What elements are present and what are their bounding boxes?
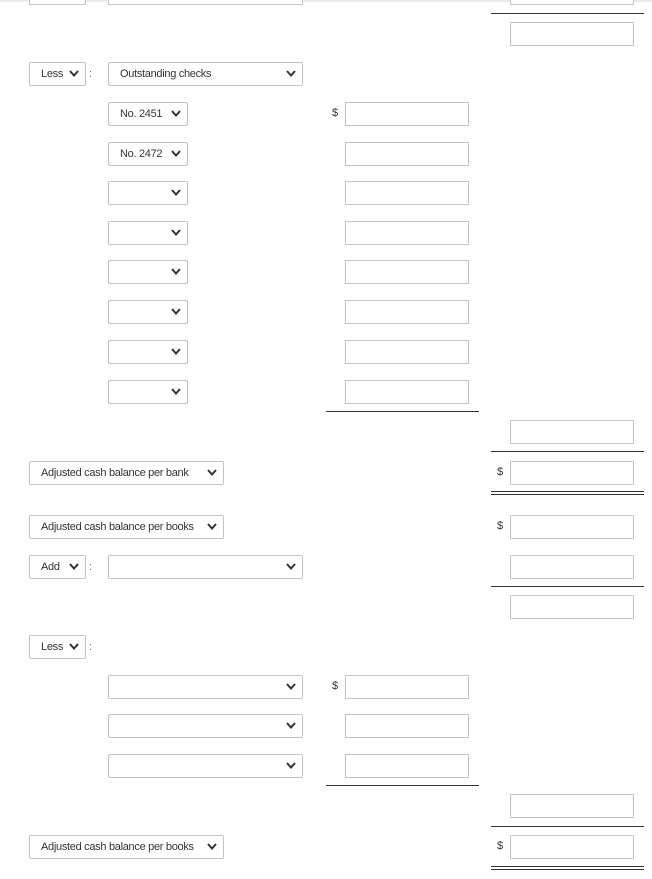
checks-total-rule: [326, 411, 479, 412]
books-less-subtotal-input[interactable]: [510, 794, 634, 818]
books-less-category-select-3[interactable]: [108, 754, 303, 778]
books-final-top-rule: [491, 826, 644, 827]
check-amount-input-6[interactable]: [345, 300, 469, 324]
books-add-category-select[interactable]: [108, 555, 303, 579]
chevron-down-icon: [170, 261, 182, 283]
books-less-separator: :: [89, 641, 93, 653]
books-final-balance-input[interactable]: [510, 835, 634, 859]
books-add-rule: [491, 586, 644, 587]
bank-adjusted-top-rule: [491, 451, 644, 452]
bank-less-separator: :: [89, 68, 93, 80]
chevron-down-icon: [285, 556, 297, 578]
check-amount-input-3[interactable]: [345, 181, 469, 205]
chevron-down-icon: [68, 556, 80, 578]
bank-less-category-label: Outstanding checks: [120, 68, 212, 80]
chevron-down-icon: [68, 636, 80, 658]
chevron-down-icon: [170, 222, 182, 244]
books-less-amount-input-3[interactable]: [345, 754, 469, 778]
subtotal-rule: [491, 13, 644, 14]
bank-less-operator-label: Less: [41, 68, 64, 80]
bank-less-category-select[interactable]: [108, 62, 303, 86]
chevron-down-icon: [170, 182, 182, 204]
books-less-amount-input-2[interactable]: [345, 714, 469, 738]
books-final-currency-symbol: $: [497, 840, 504, 852]
chevron-down-icon: [285, 676, 297, 698]
chevron-down-icon: [206, 836, 218, 858]
check-number-select-8[interactable]: [108, 380, 188, 404]
chevron-down-icon: [285, 63, 297, 85]
checks-currency-symbol: $: [332, 107, 339, 119]
chevron-down-icon: [206, 462, 218, 484]
chevron-down-icon: [285, 755, 297, 777]
check-number-select-6[interactable]: [108, 300, 188, 324]
books-less-currency-symbol: $: [332, 680, 339, 692]
books-less-operator-select[interactable]: [29, 635, 86, 659]
books-final-label-select[interactable]: [29, 835, 224, 859]
check-number-label-1: No. 2451: [120, 108, 163, 120]
adjusted-bank-label: Adjusted cash balance per bank: [41, 467, 189, 479]
adjusted-bank-label-select[interactable]: [29, 461, 224, 485]
adjusted-bank-double-rule: [491, 491, 644, 495]
books-add-separator: :: [89, 561, 93, 573]
books-balance-input[interactable]: [510, 515, 634, 539]
check-amount-input-4[interactable]: [345, 221, 469, 245]
books-currency-symbol: $: [497, 520, 504, 532]
books-less-total-rule: [326, 785, 479, 786]
books-final-double-rule: [491, 866, 644, 870]
check-number-select-2[interactable]: [108, 142, 188, 166]
check-amount-input-7[interactable]: [345, 340, 469, 364]
outstanding-checks-total-input[interactable]: [510, 420, 634, 444]
check-amount-input-8[interactable]: [345, 380, 469, 404]
chevron-down-icon: [170, 341, 182, 363]
check-amount-input-1[interactable]: [345, 102, 469, 126]
chevron-down-icon: [285, 715, 297, 737]
check-amount-input-2[interactable]: [345, 142, 469, 166]
chevron-down-icon: [170, 103, 182, 125]
check-number-select-1[interactable]: [108, 102, 188, 126]
chevron-down-icon: [170, 143, 182, 165]
cut-off-top-select-wide[interactable]: [108, 0, 303, 5]
chevron-down-icon: [206, 516, 218, 538]
books-less-operator-label: Less: [41, 641, 64, 653]
chevron-down-icon: [170, 381, 182, 403]
check-number-select-4[interactable]: [108, 221, 188, 245]
books-final-label: Adjusted cash balance per books: [41, 841, 194, 853]
check-number-select-3[interactable]: [108, 181, 188, 205]
chevron-down-icon: [170, 301, 182, 323]
bank-less-operator-select[interactable]: [29, 62, 86, 86]
cut-off-top-amount[interactable]: [510, 0, 634, 5]
books-subtotal-after-add-input[interactable]: [510, 595, 634, 619]
check-number-select-5[interactable]: [108, 260, 188, 284]
adjusted-bank-balance-input[interactable]: [510, 461, 634, 485]
books-label-select[interactable]: [29, 515, 224, 539]
books-less-amount-input-1[interactable]: [345, 675, 469, 699]
bank-pre-less-subtotal[interactable]: [510, 22, 634, 46]
check-amount-input-5[interactable]: [345, 260, 469, 284]
books-label: Adjusted cash balance per books: [41, 521, 194, 533]
books-add-operator-label: Add: [41, 561, 60, 573]
check-number-select-7[interactable]: [108, 340, 188, 364]
books-add-amount-input[interactable]: [510, 555, 634, 579]
books-less-category-select-1[interactable]: [108, 675, 303, 699]
cut-off-top-select[interactable]: [29, 0, 86, 5]
books-less-category-select-2[interactable]: [108, 714, 303, 738]
adjusted-bank-currency-symbol: $: [497, 466, 504, 478]
books-add-operator-select[interactable]: [29, 555, 86, 579]
chevron-down-icon: [68, 63, 80, 85]
check-number-label-2: No. 2472: [120, 148, 163, 160]
